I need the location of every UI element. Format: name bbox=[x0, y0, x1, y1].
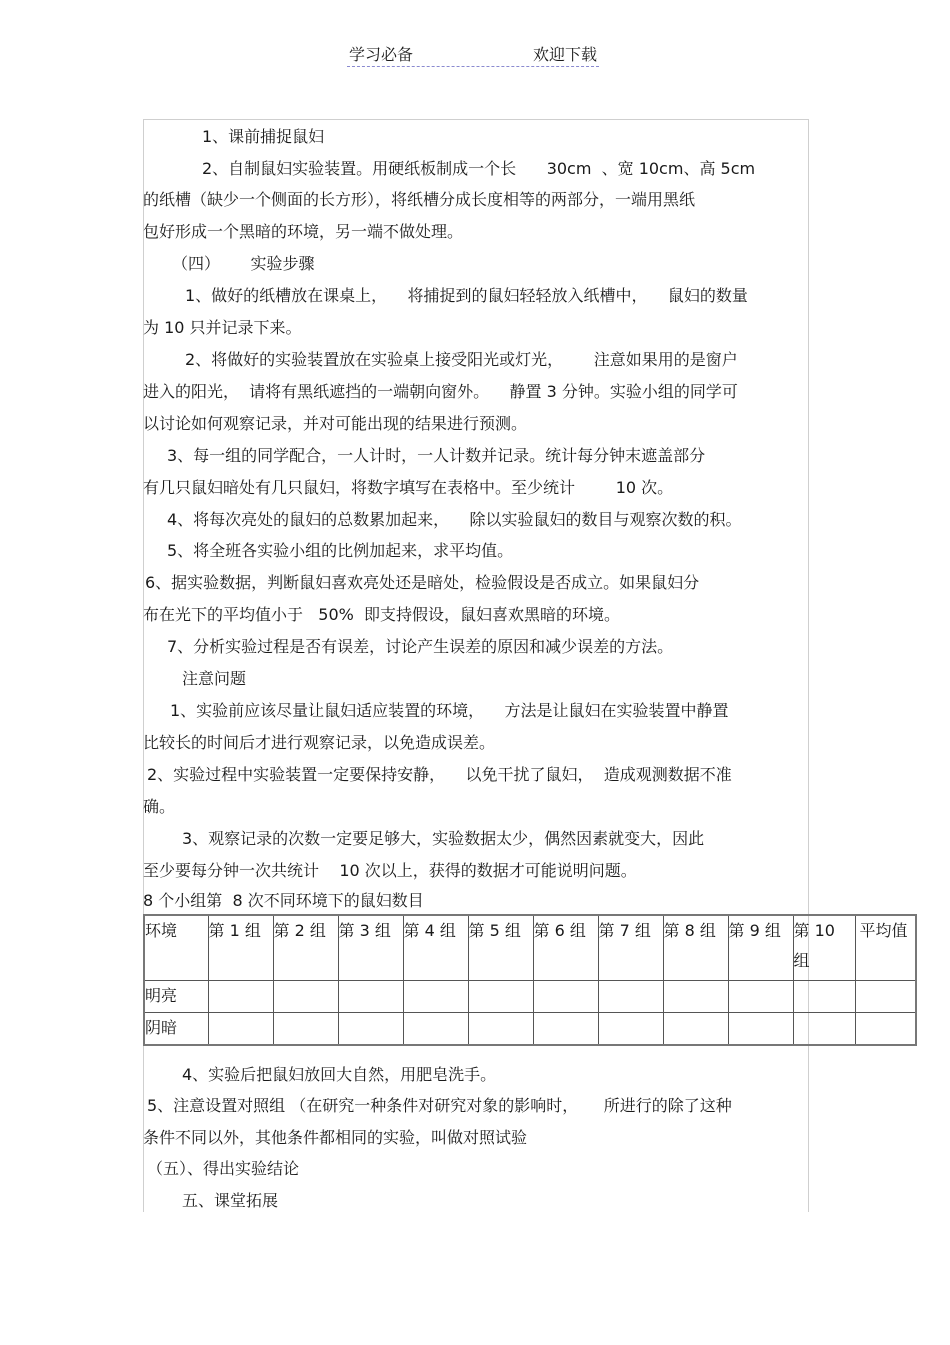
table-cell bbox=[533, 981, 598, 1013]
table-cell bbox=[338, 981, 403, 1013]
table-header-cell: 第 2 组 bbox=[273, 915, 338, 981]
text-line: 1、实验前应该尽量让鼠妇适应装置的环境， 方法是让鼠妇在实验装置中静置 bbox=[170, 701, 729, 720]
text-line: 为 10 只并记录下来。 bbox=[143, 318, 302, 337]
table-cell bbox=[208, 1013, 273, 1046]
table-cell bbox=[728, 981, 793, 1013]
table-row bbox=[144, 1013, 916, 1046]
text-line: 7、分析实验过程是否有误差，讨论产生误差的原因和减少误差的方法。 bbox=[167, 637, 674, 656]
table-header-cell: 第 3 组 bbox=[338, 915, 403, 981]
text-line: 包好形成一个黑暗的环境，另一端不做处理。 bbox=[143, 222, 464, 241]
table-header-cell: 第 10 组 bbox=[793, 915, 855, 981]
text-line: 1、课前捕捉鼠妇 bbox=[202, 127, 325, 146]
text-line: 条件不同以外，其他条件都相同的实验，叫做对照试验 bbox=[143, 1128, 528, 1147]
text-line: 的纸槽（缺少一个侧面的长方形），将纸槽分成长度相等的两部分，一端用黑纸 bbox=[143, 190, 696, 209]
table-header-cell: 第 1 组 bbox=[208, 915, 273, 981]
text-line: 3、观察记录的次数一定要足够大，实验数据太少，偶然因素就变大，因此 bbox=[182, 829, 705, 848]
page-header bbox=[347, 40, 599, 67]
table-header-cell: 平均值 bbox=[855, 915, 916, 981]
text-line: 6、据实验数据，判断鼠妇喜欢亮处还是暗处，检验假设是否成立。如果鼠妇分 bbox=[145, 573, 700, 592]
table-cell bbox=[273, 981, 338, 1013]
table-cell bbox=[855, 1013, 916, 1046]
table-cell bbox=[793, 1013, 855, 1046]
text-line: 5、注意设置对照组 （在研究一种条件对研究对象的影响时， 所进行的除了这种 bbox=[147, 1096, 732, 1115]
table-cell bbox=[403, 1013, 468, 1046]
text-line: 进入的阳光， 请将有黑纸遮挡的一端朝向窗外。 静置 3 分钟。实验小组的同学可 bbox=[143, 382, 738, 401]
text-line: 确。 bbox=[143, 797, 176, 816]
table-cell bbox=[663, 1013, 728, 1046]
section-heading: 注意问题 bbox=[182, 669, 247, 688]
table-header-cell: 第 8 组 bbox=[663, 915, 728, 981]
table-cell bbox=[855, 981, 916, 1013]
table-cell bbox=[403, 981, 468, 1013]
table-cell bbox=[728, 1013, 793, 1046]
text-line: 有几只鼠妇暗处有几只鼠妇，将数字填写在表格中。至少统计 10 次。 bbox=[143, 478, 674, 497]
table-header-cell: 第 7 组 bbox=[598, 915, 663, 981]
section-heading: 五、课堂拓展 bbox=[182, 1191, 279, 1210]
text-line: 2、将做好的实验装置放在实验桌上接受阳光或灯光， 注意如果用的是窗户 bbox=[185, 350, 738, 369]
table-cell bbox=[338, 1013, 403, 1046]
table-header-cell: 第 5 组 bbox=[468, 915, 533, 981]
table-caption: 8 个小组第 8 次不同环境下的鼠妇数目 bbox=[143, 891, 424, 910]
table-header-cell: 第 4 组 bbox=[403, 915, 468, 981]
text-line: 4、实验后把鼠妇放回大自然，用肥皂洗手。 bbox=[182, 1065, 497, 1084]
text-line: 4、将每次亮处的鼠妇的总数累加起来， 除以实验鼠妇的数目与观察次数的积。 bbox=[167, 510, 742, 529]
section-heading: （五）、得出实验结论 bbox=[147, 1159, 300, 1178]
text-line: 比较长的时间后才进行观察记录，以免造成误差。 bbox=[143, 733, 496, 752]
table-cell bbox=[533, 1013, 598, 1046]
header-left: 学习必备 bbox=[349, 45, 414, 64]
table-header-cell: 第 9 组 bbox=[728, 915, 793, 981]
text-line: 布在光下的平均值小于 50% 即支持假设，鼠妇喜欢黑暗的环境。 bbox=[143, 605, 620, 624]
table-header-cell: 环境 bbox=[144, 915, 208, 981]
text-line: 以讨论如何观察记录，并对可能出现的结果进行预测。 bbox=[143, 414, 528, 433]
table-cell bbox=[208, 981, 273, 1013]
text-line: 至少要每分钟一次共统计 10 次以上，获得的数据才可能说明问题。 bbox=[143, 861, 637, 880]
table-cell bbox=[793, 981, 855, 1013]
text-line: 3、每一组的同学配合，一人计时，一人计数并记录。统计每分钟末遮盖部分 bbox=[167, 446, 706, 465]
table-row bbox=[144, 981, 916, 1013]
table-cell bbox=[468, 1013, 533, 1046]
table-cell: 阴暗 bbox=[144, 1013, 208, 1046]
table-cell bbox=[663, 981, 728, 1013]
section-heading: （四） 实验步骤 bbox=[172, 254, 315, 273]
table-header-row bbox=[144, 915, 916, 981]
text-line: 1、做好的纸槽放在课桌上， 将捕捉到的鼠妇轻轻放入纸槽中， 鼠妇的数量 bbox=[185, 286, 748, 305]
table-cell bbox=[273, 1013, 338, 1046]
data-table bbox=[143, 914, 917, 1046]
text-line: 2、自制鼠妇实验装置。用硬纸板制成一个长 30cm 、宽 10cm、高 5cm bbox=[202, 159, 756, 178]
header-right: 欢迎下载 bbox=[532, 45, 597, 64]
table-cell bbox=[468, 981, 533, 1013]
table-cell bbox=[598, 1013, 663, 1046]
content-frame bbox=[143, 119, 809, 1212]
text-line: 2、实验过程中实验装置一定要保持安静， 以免干扰了鼠妇， 造成观测数据不准 bbox=[147, 765, 732, 784]
table-cell bbox=[598, 981, 663, 1013]
table-cell: 明亮 bbox=[144, 981, 208, 1013]
table-header-cell: 第 6 组 bbox=[533, 915, 598, 981]
text-line: 5、将全班各实验小组的比例加起来，求平均值。 bbox=[167, 541, 514, 560]
